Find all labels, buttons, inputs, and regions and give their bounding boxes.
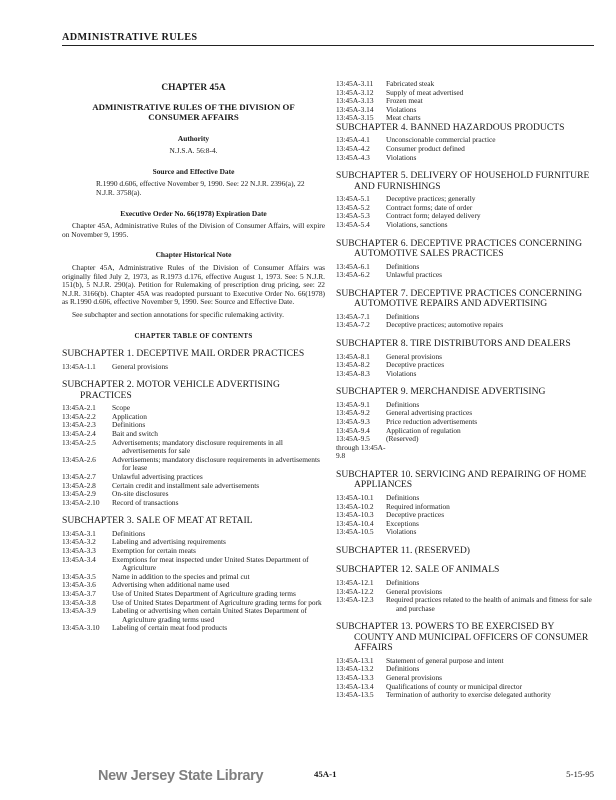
subchapter-heading: SUBCHAPTER 9. MERCHANDISE ADVERTISING (336, 386, 546, 398)
section-number: 13:45A-8.3 (336, 368, 370, 378)
section-list (336, 401, 594, 461)
section-number: 13:45A-7.2 (336, 320, 370, 330)
subchapter-heading: SUBCHAPTER 7. DECEPTIVE PRACTICES CONCERNING AUTOMOTIVE REPAIRS AND ADVERTISING (336, 287, 582, 310)
executive-order-heading: Executive Order No. 66(1978) Expiration Date (120, 208, 267, 218)
section-title: Violations (386, 527, 417, 537)
section-title: Definitions (386, 311, 420, 321)
section-title: General provisions (386, 672, 443, 682)
toc-entry (336, 691, 594, 700)
section-list (336, 353, 594, 379)
section-number: 13:45A-2.4 (62, 428, 96, 438)
toc-continued-list (336, 80, 594, 123)
section-title: General advertising practices (386, 408, 473, 418)
section-title: Meat charts (386, 113, 421, 123)
toc-entry (336, 511, 594, 520)
section-title: Advertisements; mandatory disclosure requirements in advertisements for lease (112, 454, 320, 473)
toc-entry (336, 212, 594, 221)
section-title: Deceptive practices (386, 510, 445, 520)
section-list (62, 530, 325, 633)
section-number: 13:45A-3.13 (336, 96, 374, 106)
section-title: Definitions (386, 399, 420, 409)
section-title: General provisions (386, 586, 443, 596)
toc-entry (336, 145, 594, 154)
history-heading: Chapter Historical Note (155, 250, 232, 260)
section-title: Fabricated steak (386, 79, 435, 88)
toc-entry (62, 404, 325, 413)
toc-left-list (62, 349, 325, 633)
section-number: 13:45A-2.8 (62, 480, 96, 490)
library-stamp: New Jersey State Library (98, 768, 264, 784)
toc-entry (62, 490, 325, 499)
section-title: Violations (386, 152, 417, 162)
section-title: Labeling or advertising when certain United States Department of Agriculture grading terms used (112, 606, 307, 624)
toc-entry (336, 427, 594, 436)
section-number: 13:45A-5.3 (336, 211, 370, 221)
toc-entry (336, 106, 594, 115)
toc-entry (336, 271, 594, 280)
section-number: 13:45A-3.1 (62, 528, 96, 538)
section-list (336, 313, 594, 330)
section-title: Definitions (386, 492, 420, 502)
section-title: Frozen meat (386, 96, 423, 106)
section-title: Deceptive practices (386, 360, 445, 370)
section-list (62, 404, 325, 507)
history-text: Chapter 45A, Administrative Rules of the Division of Consumer Affairs was originally filed July 2, 1973, as R.1973 d.176, effective August 1, 1973. See: 5 N.J.R. 151(b), 5 N.J.R. 290(a). Petition for Rulemaking of prescription drug pricing, see: 22 N.J.R. 3166(b). Chapter 45A was readopted pursuant to Executive Order No. 66(1978) as R.1990 d.606, effective November 9, 1990. See: Source and Effective Date. (62, 262, 325, 307)
toc-heading: CHAPTER TABLE OF CONTENTS (134, 331, 253, 340)
section-number: 13:45A-13.5 (336, 690, 374, 700)
section-number: 13:45A-2.9 (62, 489, 96, 499)
section-title: Exemptions for meat inspected under United States Department of Agriculture (112, 554, 309, 573)
section-title: Labeling and advertising requirements (112, 537, 226, 547)
section-number: 13:45A-7.1 (336, 311, 370, 321)
toc-entry (336, 361, 594, 370)
toc-entry (62, 363, 325, 372)
toc-entry (336, 596, 594, 613)
section-number: 13:45A-10.1 (336, 492, 374, 502)
section-number: 13:45A-4.1 (336, 135, 370, 145)
section-title: Name in addition to the species and primal cut (112, 571, 250, 581)
section-title: Violations (386, 368, 417, 378)
section-number: 13:45A-9.3 (336, 416, 370, 426)
section-title: Bait and switch (112, 428, 158, 438)
subchapter-heading: SUBCHAPTER 3. SALE OF MEAT AT RETAIL (62, 515, 253, 527)
toc-entry (336, 503, 594, 512)
section-title: Use of United States Department of Agriculture grading terms (112, 588, 296, 598)
toc-entry (336, 657, 594, 666)
section-title: Definitions (386, 664, 420, 674)
section-title: Violations, sanctions (386, 220, 448, 230)
section-title: Contract forms; date of order (386, 202, 473, 212)
section-number: 13:45A-3.14 (336, 104, 374, 114)
section-number: 13:45A-5.2 (336, 202, 370, 212)
section-list (336, 80, 594, 123)
section-title: Definitions (386, 261, 420, 271)
toc-entry (336, 321, 594, 330)
section-number: 13:45A-13.1 (336, 655, 374, 665)
authority-heading: Authority (177, 133, 210, 143)
section-title: Consumer product defined (386, 144, 465, 154)
executive-order-text: Chapter 45A, Administrative Rules of the Division of Consumer Affairs, will expire on November 9, 1995. (62, 221, 325, 239)
section-title: Deceptive practices; automotive repairs (386, 320, 504, 330)
section-number: 13:45A-5.1 (336, 194, 370, 204)
toc-right-list (336, 123, 594, 700)
section-number: 13:45A-2.10 (62, 497, 100, 507)
section-number: 13:45A-13.4 (336, 681, 374, 691)
section-title: Unlawful practices (386, 270, 443, 280)
toc-entry (336, 97, 594, 106)
toc-entry (336, 136, 594, 145)
section-title: Required practices related to the health of animals and fitness for sale and purchase (386, 595, 592, 613)
toc-entry (336, 154, 594, 163)
section-title: Unlawful advertising practices (112, 471, 203, 481)
section-title: Advertisements; mandatory disclosure requirements in all advertisements for sale (112, 437, 283, 456)
section-title: Unconscionable commercial practice (386, 135, 496, 145)
section-title: Application (112, 411, 147, 421)
section-list (336, 494, 594, 537)
subchapter-heading: SUBCHAPTER 4. BANNED HAZARDOUS PRODUCTS (336, 121, 565, 133)
section-number: 13:45A-4.3 (336, 152, 370, 162)
toc-entry (336, 520, 594, 529)
section-number: 13:45A-3.2 (62, 537, 96, 547)
section-number: 13:45A-8.1 (336, 351, 370, 361)
section-number: 13:45A-2.7 (62, 471, 96, 481)
toc-entry (62, 439, 325, 456)
section-title: Qualifications of county or municipal director (386, 681, 523, 691)
section-title: Statement of general purpose and intent (386, 655, 504, 665)
section-number: 13:45A-9.1 (336, 399, 370, 409)
section-title: Advertising when additional name used (112, 580, 230, 590)
toc-entry (336, 528, 594, 537)
section-number: 13:45A-3.5 (62, 571, 96, 581)
toc-entry (336, 370, 594, 379)
section-list (336, 263, 594, 280)
toc-entry (336, 263, 594, 272)
toc-entry (62, 556, 325, 573)
section-list (336, 136, 594, 162)
section-number: 13:45A-12.2 (336, 586, 374, 596)
section-title: Supply of meat advertised (386, 87, 464, 97)
section-number: 13:45A-2.3 (62, 420, 96, 430)
section-number: 13:45A-3.15 (336, 113, 374, 123)
toc-entry (336, 80, 594, 89)
annotations-text: See subchapter and section annotations for specific rulemaking activity. (72, 309, 284, 319)
subchapter-heading: SUBCHAPTER 8. TIRE DISTRIBUTORS AND DEALERS (336, 338, 571, 349)
subchapter-heading: SUBCHAPTER 1. DECEPTIVE MAIL ORDER PRACTICES (62, 348, 305, 360)
section-title: Price reduction advertisements (386, 416, 478, 426)
right-column (336, 80, 594, 700)
section-title: Labeling of certain meat food products (112, 623, 228, 633)
section-number: 13:45A-9.5 through 13:45A-9.8 (336, 434, 386, 461)
source-heading: Source and Effective Date (152, 166, 235, 176)
toc-entry (336, 221, 594, 230)
toc-entry (62, 456, 325, 473)
toc-entry (62, 421, 325, 430)
section-number: 13:45A-13.3 (336, 672, 374, 682)
toc-entry (62, 607, 325, 624)
subchapter-heading: SUBCHAPTER 10. SERVICING AND REPAIRING OF HOME APPLIANCES (336, 468, 587, 491)
section-number: 13:45A-3.9 (62, 606, 96, 616)
section-title: Use of United States Department of Agriculture grading terms for pork (112, 597, 322, 607)
toc-entry (336, 418, 594, 427)
toc-entry (336, 579, 594, 588)
section-title: On-site disclosures (112, 489, 169, 499)
toc-entry (336, 494, 594, 503)
section-number: 13:45A-10.4 (336, 518, 374, 528)
section-title: Scope (112, 403, 131, 413)
section-number: 13:45A-3.10 (62, 623, 100, 633)
section-number: 13:45A-5.4 (336, 220, 370, 230)
section-number: 13:45A-3.6 (62, 580, 96, 590)
toc-entry (62, 413, 325, 422)
subchapter-heading: SUBCHAPTER 6. DECEPTIVE PRACTICES CONCERNING AUTOMOTIVE SALES PRACTICES (336, 237, 582, 260)
section-title: General provisions (386, 351, 443, 361)
section-number: 13:45A-3.8 (62, 597, 96, 607)
toc-entry (62, 499, 325, 508)
subchapter-heading: SUBCHAPTER 11. (RESERVED) (336, 544, 470, 556)
section-title: Deceptive practices; generally (386, 194, 476, 204)
section-number: 13:45A-3.7 (62, 588, 96, 598)
section-number: 13:45A-12.1 (336, 577, 374, 587)
section-number: 13:45A-6.1 (336, 261, 370, 271)
subchapter-heading: SUBCHAPTER 12. SALE OF ANIMALS (336, 564, 500, 576)
section-number: 13:45A-2.5 (62, 437, 96, 447)
toc-entry (336, 665, 594, 674)
section-title: Exceptions (386, 518, 419, 528)
subchapter-heading: SUBCHAPTER 2. MOTOR VEHICLE ADVERTISING PRACTICES (62, 379, 280, 401)
chapter-name: ADMINISTRATIVE RULES OF THE DIVISION OF CONSUMER AFFAIRS (92, 101, 295, 123)
section-number: 13:45A-3.3 (62, 546, 96, 555)
toc-entry (336, 435, 594, 461)
section-title: Definitions (112, 420, 146, 430)
source-text: R.1990 d.606, effective November 9, 1990. See: 22 N.J.R. 2396(a), 22 N.J.R. 3758(a). (96, 179, 305, 197)
section-title: Certain credit and installment sale advertisements (112, 480, 260, 490)
toc-entry (336, 89, 594, 98)
section-number: 13:45A-10.2 (336, 501, 374, 511)
section-number: 13:45A-2.6 (62, 454, 96, 464)
section-number: 13:45A-2.1 (62, 403, 96, 413)
section-number: 13:45A-12.3 (336, 595, 374, 605)
section-title: Definitions (386, 577, 420, 587)
section-number: 13:45A-9.2 (336, 408, 370, 418)
section-title: (Reserved) (386, 434, 419, 444)
section-number: 13:45A-8.2 (336, 360, 370, 370)
page-number: 45A-1 (314, 769, 337, 779)
section-number: 13:45A-3.4 (62, 554, 96, 564)
page-footer (62, 768, 594, 788)
section-title: Violations (386, 104, 417, 114)
toc-entry (62, 624, 325, 633)
section-number: 13:45A-3.11 (336, 79, 374, 88)
section-list (62, 363, 325, 372)
section-number: 13:45A-3.12 (336, 87, 374, 97)
subchapter-heading: SUBCHAPTER 5. DELIVERY OF HOUSEHOLD FURNITURE AND FURNISHINGS (336, 170, 590, 192)
section-list (336, 579, 594, 613)
subchapter-heading: SUBCHAPTER 13. POWERS TO BE EXERCISED BY COUNTY AND MUNICIPAL OFFICERS OF CONSUMER AFFAIRS (336, 621, 589, 654)
section-number: 13:45A-13.2 (336, 664, 374, 674)
section-title: Termination of authority to exercise delegated authority (386, 690, 551, 700)
toc-entry (336, 353, 594, 362)
section-title: Application of regulation (386, 425, 461, 435)
section-number: 13:45A-2.2 (62, 411, 96, 421)
authority-text: N.J.S.A. 56:8-4. (169, 146, 218, 156)
section-list (336, 195, 594, 229)
section-number: 13:45A-6.2 (336, 270, 370, 280)
section-number: 13:45A-1.1 (62, 361, 96, 371)
revision-date: 5-15-95 (566, 769, 594, 779)
section-number: 13:45A-10.5 (336, 527, 374, 537)
section-number: 13:45A-4.2 (336, 144, 370, 154)
left-column (62, 80, 325, 633)
section-title: Contract form; delayed delivery (386, 211, 481, 221)
section-number: 13:45A-9.4 (336, 425, 370, 435)
section-number: 13:45A-10.3 (336, 510, 374, 520)
running-header: ADMINISTRATIVE RULES (62, 32, 594, 46)
chapter-title: CHAPTER 45A (161, 83, 226, 93)
section-title: Definitions (112, 528, 146, 538)
section-title: Record of transactions (112, 497, 179, 507)
toc-entry (62, 482, 325, 491)
section-title: Exemption for certain meats (112, 546, 196, 555)
section-title: Required information (386, 501, 450, 511)
section-list (336, 657, 594, 700)
section-title: General provisions (112, 361, 169, 371)
